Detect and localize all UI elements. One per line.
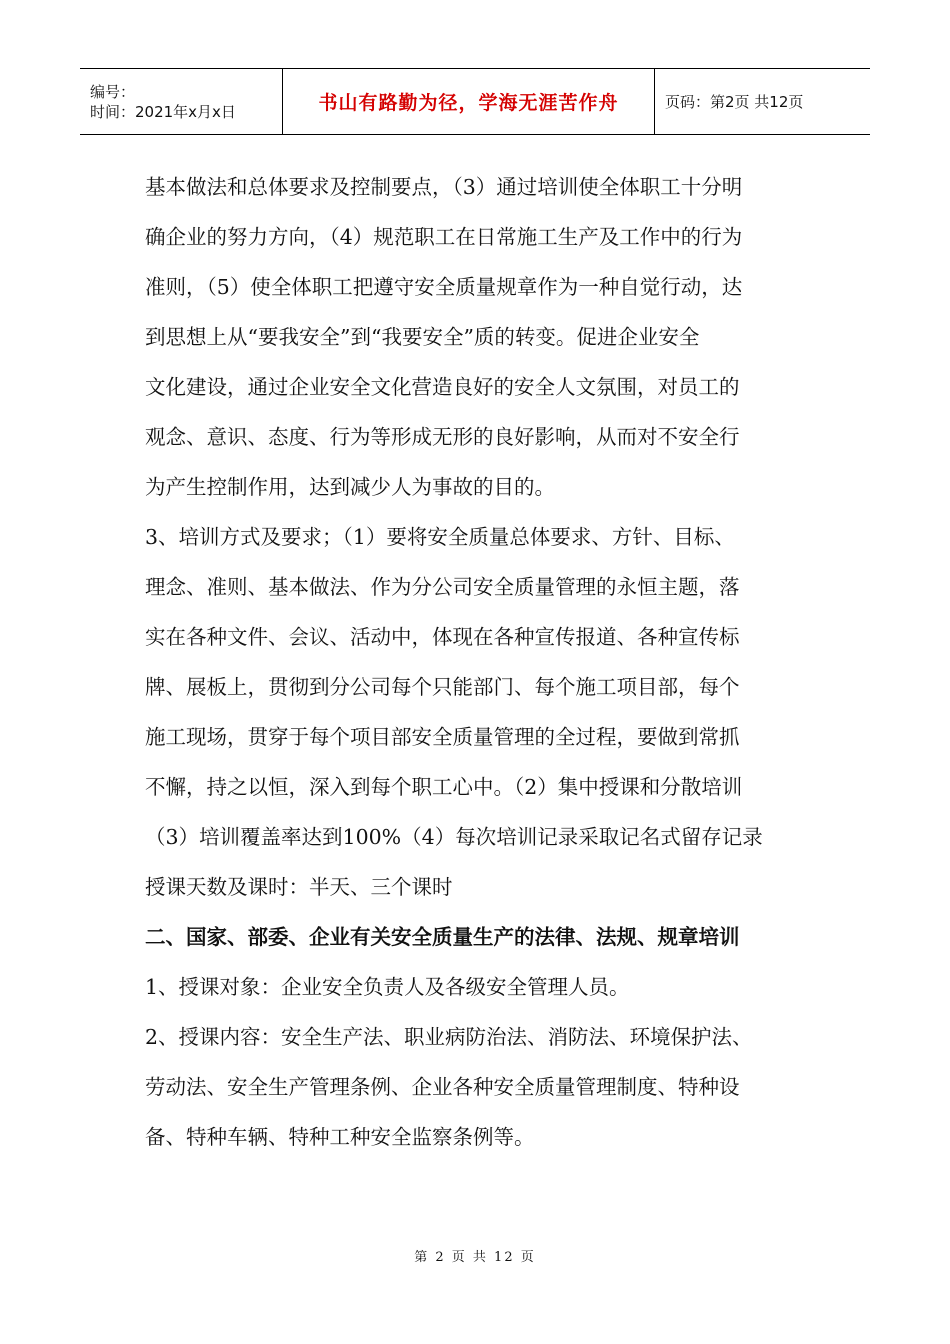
body-line: 授课天数及课时：半天、三个课时 xyxy=(145,875,453,899)
page-footer: 第 2 页 共 12 页 xyxy=(414,1250,536,1265)
header-motto: 书山有路勤为径，学海无涯苦作舟 xyxy=(318,92,619,114)
body-line: 劳动法、安全生产管理条例、企业各种安全质量管理制度、特种设 xyxy=(145,1075,740,1099)
body-line: 准则，（5）使全体职工把遵守安全质量规章作为一种自觉行动，达 xyxy=(145,275,743,299)
header-info xyxy=(80,69,283,134)
body-line: 为产生控制作用，达到减少人为事故的目的。 xyxy=(145,475,555,499)
body-line: 实在各种文件、会议、活动中，体现在各种宣传报道、各种宣传标 xyxy=(145,625,740,649)
body-line: 2、授课内容：安全生产法、职业病防治法、消防法、环境保护法、 xyxy=(145,1025,753,1049)
body-line: 牌、展板上，贯彻到分公司每个只能部门、每个施工项目部，每个 xyxy=(145,675,740,699)
body-line: 施工现场，贯穿于每个项目部安全质量管理的全过程，要做到常抓 xyxy=(145,725,740,749)
body-line: 备、特种车辆、特种工种安全监察条例等。 xyxy=(145,1125,535,1149)
body-line: 到思想上从“要我安全”到“我要安全”质的转变。促进企业安全 xyxy=(145,325,700,349)
body-line: （3）培训覆盖率达到100%（4）每次培训记录采取记名式留存记录 xyxy=(145,825,763,849)
section-heading: 二、国家、部委、企业有关安全质量生产的法律、法规、规章培训 xyxy=(145,925,740,949)
body-line: 1、授课对象：企业安全负责人及各级安全管理人员。 xyxy=(145,975,630,999)
body-line: 不懈，持之以恒，深入到每个职工心中。（2）集中授课和分散培训 xyxy=(145,775,743,799)
page-header xyxy=(80,68,870,135)
header-page-number: 页码：第2页 共12页 xyxy=(665,93,804,111)
header-page-cell xyxy=(655,69,870,134)
body-line: 文化建设，通过企业安全文化营造良好的安全人文氛围，对员工的 xyxy=(145,375,740,399)
body-line: 3、培训方式及要求；（1）要将安全质量总体要求、方针、目标、 xyxy=(145,525,735,549)
document-body xyxy=(145,162,815,1162)
body-line: 观念、意识、态度、行为等形成无形的良好影响，从而对不安全行 xyxy=(145,425,740,449)
document-date: 时间：2021年x月x日 xyxy=(90,102,236,121)
header-motto-cell xyxy=(283,69,655,134)
body-line: 确企业的努力方向，（4）规范职工在日常施工生产及工作中的行为 xyxy=(145,225,743,249)
body-line: 基本做法和总体要求及控制要点，（3）通过培训使全体职工十分明 xyxy=(145,175,743,199)
body-line: 理念、准则、基本做法、作为分公司安全质量管理的永恒主题，落 xyxy=(145,575,740,599)
document-number: 编号： xyxy=(90,82,136,101)
